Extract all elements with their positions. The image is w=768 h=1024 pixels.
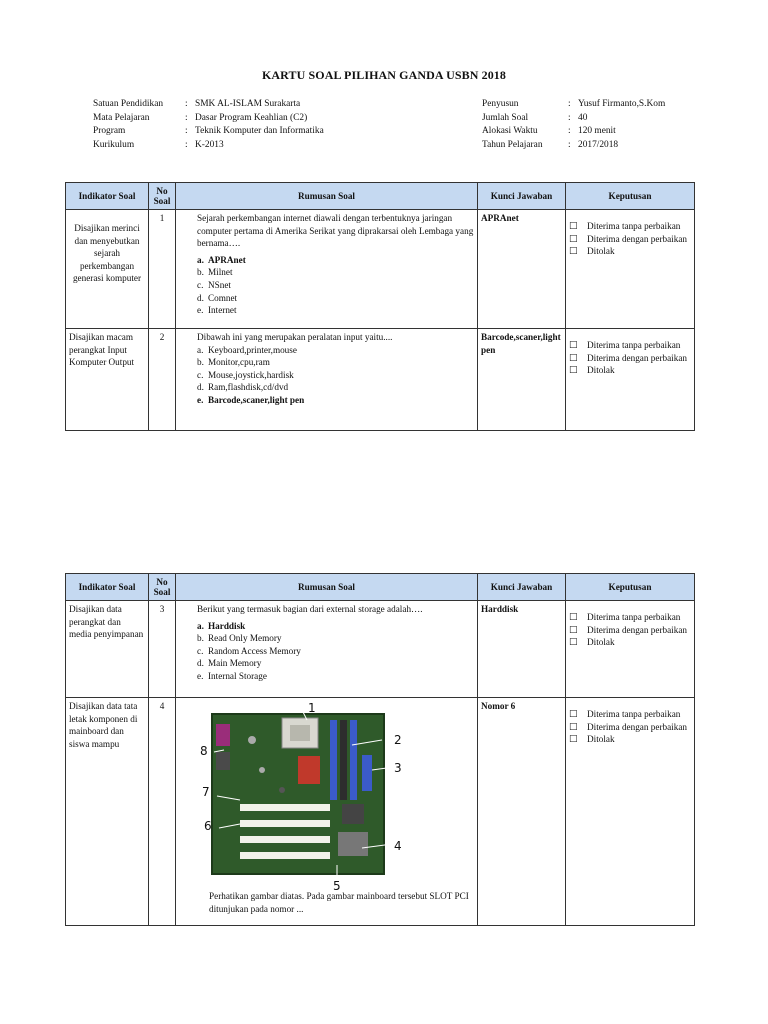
option-a: a. Harddisk (197, 620, 246, 631)
table-row (66, 601, 695, 698)
info-value: SMK AL-ISLAM Surakarta (195, 99, 301, 109)
option-e: e. Barcode,scaner,light pen (197, 394, 305, 405)
label-8: 8 (200, 744, 208, 758)
indikator-cell: Disajikan merinci dan menyebutkan sejarah perkembangan generasi komputer (66, 210, 149, 329)
label-1: 1 (308, 701, 316, 715)
col-no-soal: No Soal (149, 574, 176, 601)
checkbox-icon[interactable]: □ (569, 221, 578, 231)
keputusan-cell (566, 329, 695, 431)
rumusan-cell (176, 698, 478, 926)
info-row-mapel: Mata Pelajaran : Dasar Program Keahlian (C2) (93, 112, 324, 126)
kunci-cell: APRAnet (478, 210, 566, 329)
keputusan-cell (566, 210, 695, 329)
decision-option[interactable]: □ Diterima tanpa perbaikan (569, 612, 681, 622)
option-c: c. NSnet (197, 279, 231, 290)
decision-option[interactable]: □ Diterima dengan perbaikan (569, 352, 687, 363)
info-value: K-2013 (195, 139, 224, 150)
info-row-tahun: Tahun Pelajaran : 2017/2018 (482, 139, 665, 153)
info-row-penyusun: Penyusun : Yusuf Firmanto,S.Kom (482, 98, 665, 112)
checkbox-icon[interactable]: □ (569, 709, 578, 719)
option-c: c. Random Access Memory (197, 645, 301, 656)
label-7: 7 (202, 785, 210, 799)
checkbox-icon[interactable]: □ (569, 352, 578, 363)
question-text: Dibawah ini yang merupakan peralatan input yaitu.... (197, 332, 393, 342)
decision-option[interactable]: □ Ditolak (569, 734, 615, 745)
option-e: e. Internal Storage (197, 670, 267, 681)
checkbox-icon[interactable]: □ (569, 624, 578, 635)
table-row (66, 210, 695, 329)
checkbox-icon[interactable]: □ (569, 246, 578, 257)
question-table-2 (65, 573, 695, 926)
checkbox-icon[interactable]: □ (569, 612, 578, 622)
mainboard-figure (179, 700, 474, 893)
decision-option[interactable]: □ Diterima dengan perbaikan (569, 233, 687, 244)
rumusan-cell (176, 210, 478, 329)
rumusan-cell (176, 601, 478, 698)
no-soal-cell: 3 (149, 601, 176, 698)
checkbox-icon[interactable]: □ (569, 233, 578, 244)
info-value: 120 menit (578, 126, 616, 136)
indikator-cell: Disajikan data tata letak komponen di mainboard dan siswa mampu (66, 698, 149, 926)
option-list (197, 620, 474, 683)
info-value: 2017/2018 (578, 139, 619, 150)
info-left (93, 98, 324, 152)
keputusan-cell (566, 698, 695, 926)
option-b: b. Monitor,cpu,ram (197, 357, 270, 368)
decision-option[interactable]: □ Ditolak (569, 246, 615, 257)
mainboard-image (200, 700, 412, 893)
label-5: 5 (333, 879, 341, 893)
decision-option[interactable]: □ Diterima dengan perbaikan (569, 624, 687, 635)
info-row-program: Program : Teknik Komputer dan Informatika (93, 125, 324, 139)
info-value: Teknik Komputer dan Informatika (195, 126, 324, 136)
decision-list (569, 220, 691, 258)
info-value: Dasar Program Keahlian (C2) (195, 112, 308, 123)
option-b: b. Read Only Memory (197, 633, 282, 644)
decision-option[interactable]: □ Diterima tanpa perbaikan (569, 221, 681, 231)
col-indikator: Indikator Soal (66, 574, 149, 601)
table-row (66, 698, 695, 926)
option-d: d. Ram,flashdisk,cd/dvd (197, 382, 289, 393)
option-a: a. APRAnet (197, 254, 246, 265)
option-c: c. Mouse,joystick,hardisk (197, 369, 294, 380)
checkbox-icon[interactable]: □ (569, 721, 578, 732)
table-header (66, 574, 695, 601)
option-list (197, 254, 474, 317)
label-6: 6 (204, 819, 212, 833)
decision-list (569, 708, 691, 746)
option-a: a. Keyboard,printer,mouse (197, 344, 297, 355)
option-d: d. Comnet (197, 292, 238, 303)
decision-option[interactable]: □ Diterima tanpa perbaikan (569, 340, 681, 350)
info-value: Yusuf Firmanto,S.Kom (578, 99, 666, 109)
no-soal-cell: 4 (149, 698, 176, 926)
label-2: 2 (394, 733, 402, 747)
checkbox-icon[interactable]: □ (569, 734, 578, 745)
rumusan-cell (176, 329, 478, 431)
info-row-jumlah: Jumlah Soal : 40 (482, 112, 665, 126)
option-e: e. Internet (197, 305, 237, 316)
indikator-cell: Disajikan data perangkat dan media penyimpanan (66, 601, 149, 698)
col-indikator: Indikator Soal (66, 183, 149, 210)
decision-list (569, 611, 691, 649)
decision-option[interactable]: □ Ditolak (569, 637, 615, 648)
label-4: 4 (394, 839, 402, 853)
table-row (66, 329, 695, 431)
label-3: 3 (394, 761, 402, 775)
col-kunci: Kunci Jawaban (478, 574, 566, 601)
kunci-cell: Harddisk (478, 601, 566, 698)
table-header (66, 183, 695, 210)
info-value: 40 (578, 112, 588, 123)
col-keputusan: Keputusan (566, 183, 695, 210)
document-title: KARTU SOAL PILIHAN GANDA USBN 2018 (261, 68, 506, 82)
option-list (197, 344, 474, 407)
kunci-cell: Barcode,scaner,light pen (478, 329, 566, 431)
info-right (482, 98, 665, 152)
kunci-cell: Nomor 6 (478, 698, 566, 926)
decision-option[interactable]: □ Diterima dengan perbaikan (569, 721, 687, 732)
decision-option[interactable]: □ Diterima tanpa perbaikan (569, 709, 681, 719)
option-d: d. Main Memory (197, 658, 262, 669)
decision-option[interactable]: □ Ditolak (569, 365, 615, 376)
no-soal-cell: 1 (149, 210, 176, 329)
indikator-cell: Disajikan macam perangkat Input Komputer Output (66, 329, 149, 431)
col-rumusan: Rumusan Soal (176, 183, 478, 210)
info-row-kurikulum: Kurikulum : K-2013 (93, 139, 324, 153)
col-no-soal: No Soal (149, 183, 176, 210)
info-row-alokasi: Alokasi Waktu : 120 menit (482, 125, 665, 139)
info-row-satuan: Satuan Pendidikan : SMK AL-ISLAM Surakarta (93, 98, 324, 112)
checkbox-icon[interactable]: □ (569, 637, 578, 648)
decision-list (569, 339, 691, 377)
option-b: b. Milnet (197, 267, 233, 278)
col-kunci: Kunci Jawaban (478, 183, 566, 210)
checkbox-icon[interactable]: □ (569, 340, 578, 350)
keputusan-cell (566, 601, 695, 698)
question-text: Sejarah perkembangan internet diawali dengan terbentuknya jaringan computer pertama di Amerika Serikat yang diprakarsai oleh Lembaga yang bernama…. (197, 213, 474, 249)
question-text: Berikut yang termasuk bagian dari external storage adalah…. (197, 604, 423, 614)
no-soal-cell: 2 (149, 329, 176, 431)
col-keputusan: Keputusan (566, 574, 695, 601)
question-text: Perhatikan gambar diatas. Pada gambar mainboard tersebut SLOT PCI ditunjukan pada nomor ... (209, 891, 469, 914)
checkbox-icon[interactable]: □ (569, 365, 578, 376)
question-table-1 (65, 182, 695, 431)
col-rumusan: Rumusan Soal (176, 574, 478, 601)
